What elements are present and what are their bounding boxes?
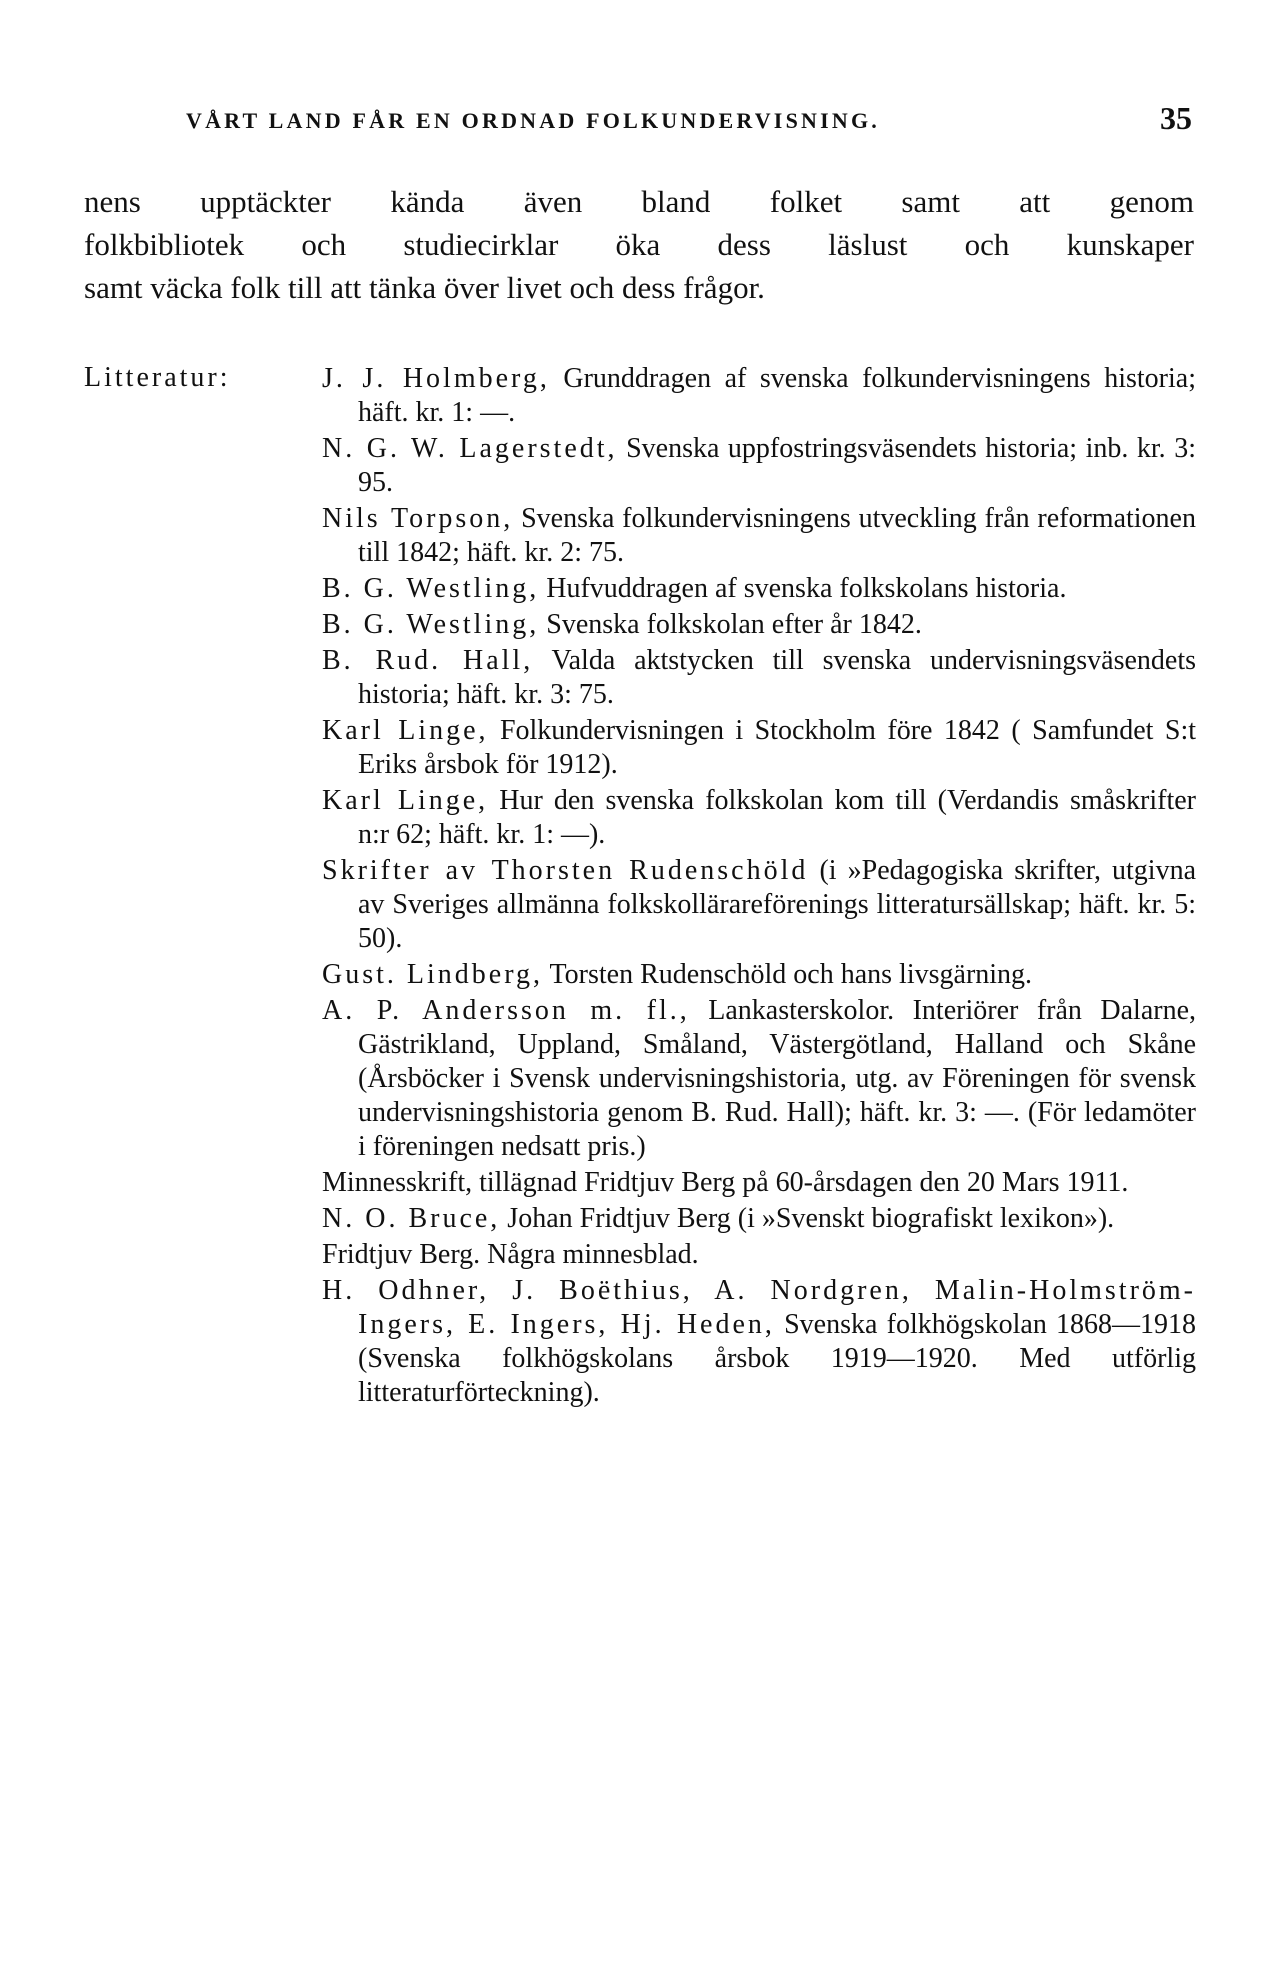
entry-text: Hur den svenska folkskolan kom till (Verdandis småskrifter n:r 62; häft. kr. 1: —). [358, 785, 1196, 850]
literature-entry [322, 1166, 1196, 1200]
entry-author: A. P. Andersson m. fl., [322, 995, 690, 1026]
entry-text: Johan Fridtjuv Berg (i »Svenskt biografiskt lexikon»). [500, 1203, 1115, 1234]
entry-text: Folkundervisningen i Stockholm före 1842 ( Samfundet S:t Eriks årsbok för 1912). [358, 715, 1197, 780]
literature-label: Litteratur: [84, 362, 231, 393]
literature-entry [322, 502, 1196, 570]
intro-line: samt väcka folk till att tänka över livet och dess frågor. [84, 270, 765, 305]
entry-author: Nils Torpson, [322, 503, 514, 534]
entry-text: Svenska folkskolan efter år 1842. [539, 609, 922, 640]
entry-author: B. G. Westling, [322, 609, 540, 640]
literature-entry [322, 1274, 1196, 1410]
entry-author: Skrifter av Thorsten Rudenschöld [322, 855, 809, 886]
entry-text: Grunddragen af svenska folkundervisningens historia; häft. kr. 1: —. [358, 363, 1196, 428]
entry-text: Lankasterskolor. Interiörer från Dalarne, Gästrikland, Uppland, Småland, Västergötland, Halland och Skåne (Årsböcker i Svensk undervisningshistoria, utg. av Föreningen för svensk undervisningshistoria genom B. Rud. Hall); häft. kr. 3: —. (För ledamöter i föreningen nedsatt pris.) [358, 995, 1196, 1162]
entry-text: Minnesskrift, tillägnad Fridtjuv Berg på 60-årsdagen den 20 Mars 1911. [322, 1167, 1129, 1198]
running-header [186, 100, 1192, 148]
entry-text: Hufvuddragen af svenska folkskolans historia. [539, 573, 1067, 604]
entry-author: B. G. Westling, [322, 573, 540, 604]
literature-list [322, 362, 1196, 1412]
entry-author: B. Rud. Hall, [322, 645, 534, 676]
literature-entry [322, 362, 1196, 430]
entry-author: H. Odhner, J. Boëthius, A. Nordgren, Malin-Holmström-Ingers, E. Ingers, Hj. Heden, [322, 1275, 1196, 1340]
literature-entry [322, 432, 1196, 500]
literature-entry [322, 572, 1196, 606]
entry-text: Fridtjuv Berg. Några minnesblad. [322, 1239, 699, 1270]
entry-author: Gust. Lindberg, [322, 959, 544, 990]
entry-author: N. O. Bruce, [322, 1203, 501, 1234]
intro-line: folkbibliotek och studiecirklar öka dess läslust och kunskaper [84, 227, 1194, 262]
entry-text: (i »Pedagogiska skrifter, utgivna av Sveriges allmänna folkskollärareförenings litteratursällskap; häft. kr. 5: 50). [358, 855, 1196, 954]
intro-paragraph [84, 180, 1194, 309]
entry-text: Svenska uppfostringsväsendets historia; inb. kr. 3: 95. [358, 433, 1196, 498]
literature-entry [322, 1202, 1196, 1236]
running-title: VÅRT LAND FÅR EN ORDNAD FOLKUNDERVISNING. [186, 108, 880, 133]
literature-entry [322, 714, 1196, 782]
literature-entry [322, 994, 1196, 1164]
literature-entry [322, 784, 1196, 852]
literature-entry [322, 1238, 1196, 1272]
entry-text: Torsten Rudenschöld och hans livsgärning. [543, 959, 1033, 990]
entry-text: Svenska folkundervisningens utveckling från reformationen till 1842; häft. kr. 2: 75. [358, 503, 1196, 568]
literature-entry [322, 608, 1196, 642]
page-number: 35 [1160, 100, 1192, 136]
literature-entry [322, 854, 1196, 956]
literature-entry [322, 644, 1196, 712]
entry-text: Valda aktstycken till svenska undervisningsväsendets historia; häft. kr. 3: 75. [358, 645, 1196, 710]
entry-author: Karl Linge, [322, 785, 489, 816]
entry-author: J. J. Holmberg, [322, 363, 550, 394]
entry-author: N. G. W. Lagerstedt, [322, 433, 618, 464]
entry-author: Karl Linge, [322, 715, 489, 746]
literature-entry [322, 958, 1196, 992]
intro-line: nens upptäckter kända även bland folket samt att genom [84, 184, 1194, 219]
entry-text: Svenska folkhögskolan 1868—1918 (Svenska folkhögskolans årsbok 1919—1920. Med utförlig litteraturförteckning). [358, 1309, 1197, 1408]
